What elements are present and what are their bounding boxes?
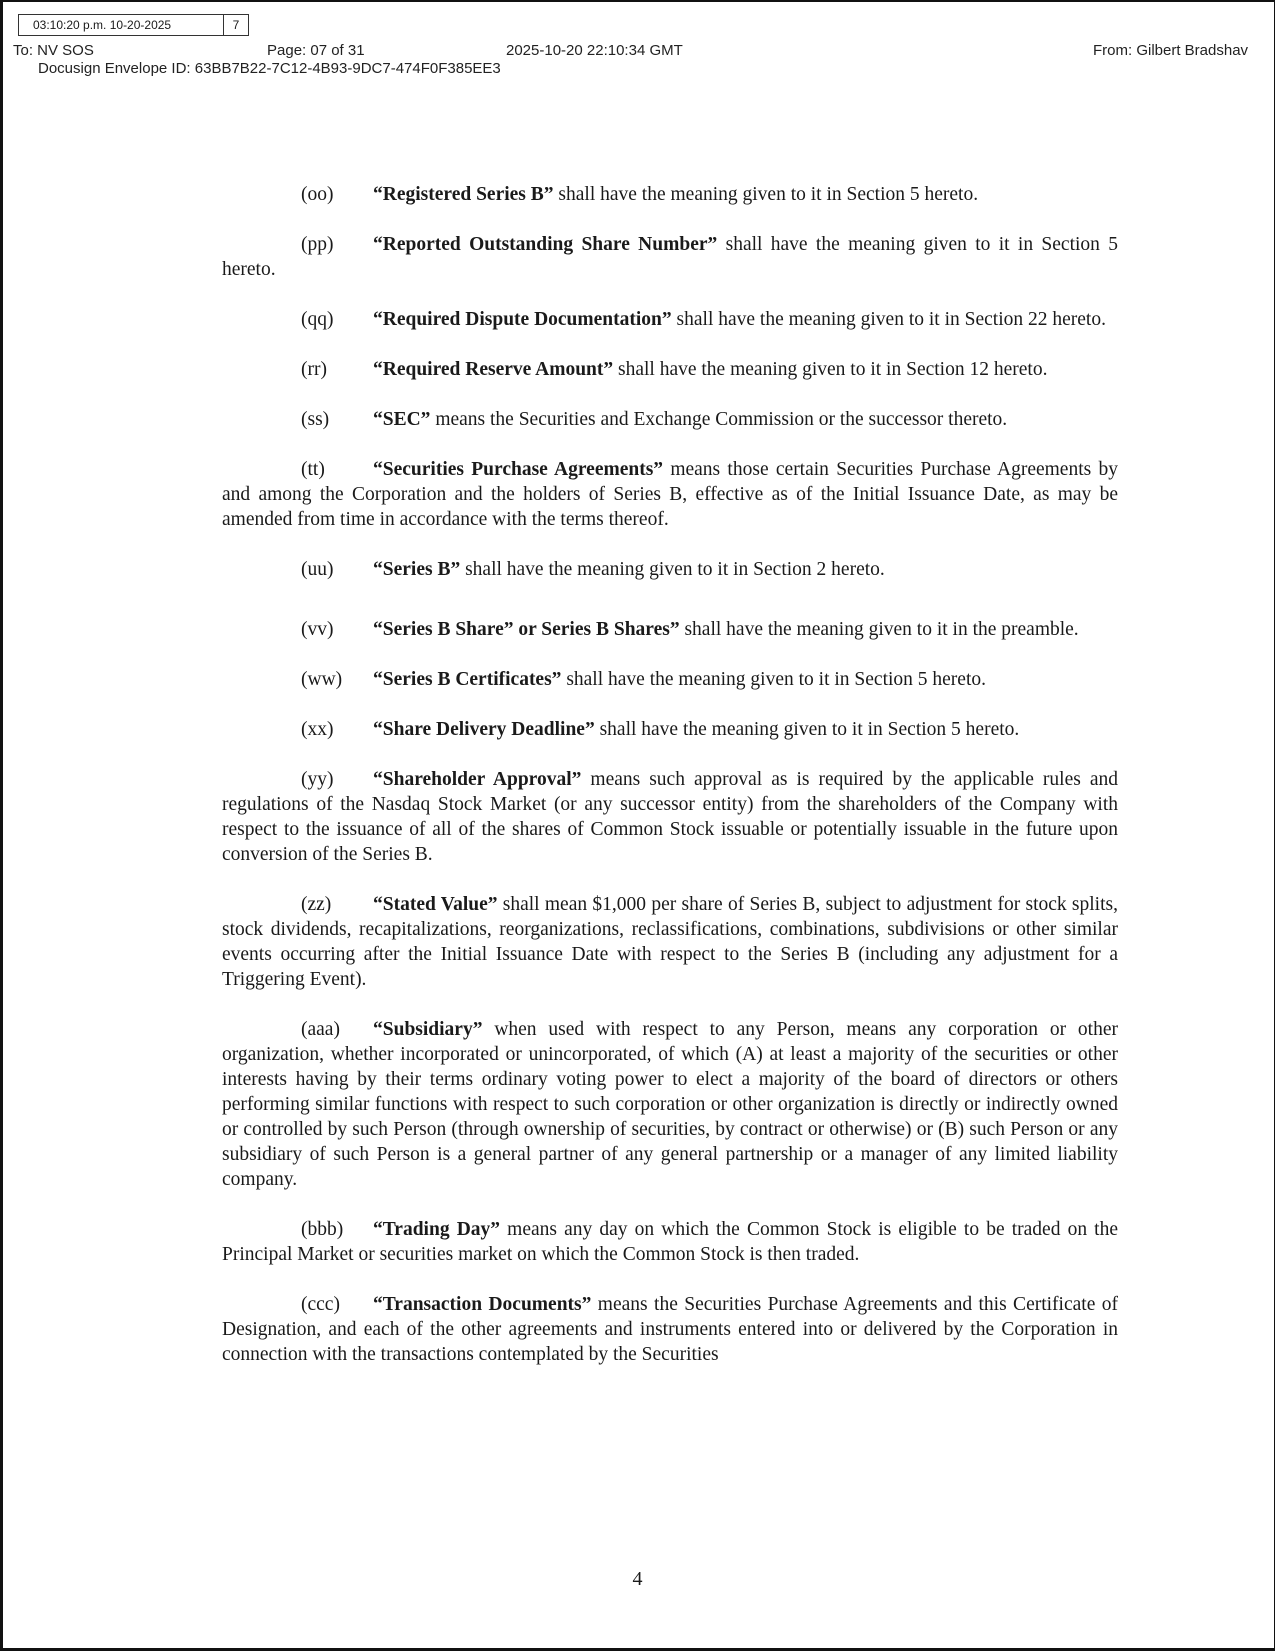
- definition-ss: (ss) “SEC” means the Securities and Exchange Commission or the successor thereto.: [301, 409, 1008, 430]
- fax-timestamp-box: [18, 14, 249, 36]
- definition-pp: (pp) “Reported Outstanding Share Number” shall have the meaning given to it in Section 5 hereto.: [222, 234, 1118, 280]
- definition-oo: (oo) “Registered Series B” shall have the meaning given to it in Section 5 hereto.: [301, 184, 979, 205]
- definition-tt: (tt) “Securities Purchase Agreements” means those certain Securities Purchase Agreements by and among the Corporation and the holders of Series B, effective as of the Initial Issuance Date, as may be amended from time in accordance with the terms thereof.: [222, 459, 1118, 530]
- fax-page-box: 7: [232, 18, 240, 32]
- definition-yy: (yy) “Shareholder Approval” means such approval as is required by the applicable rules and regulations of the Nasdaq Stock Market (or any successor entity) from the shareholders of the Company with respect to the issuance of all of the shares of Common Stock issuable or potentially issuable in the future upon conversion of the Series B.: [222, 769, 1118, 865]
- fax-page: Page: 07 of 31: [267, 42, 365, 59]
- definition-uu: (uu) “Series B” shall have the meaning given to it in Section 2 hereto.: [301, 559, 885, 580]
- definition-zz: (zz) “Stated Value” shall mean $1,000 per share of Series B, subject to adjustment for stock splits, stock dividends, recapitalizations, reorganizations, reclassifications, combinations, subdivisions or other similar events occurring after the Initial Issuance Date with respect to the Series B (including any adjustment for a Triggering Event).: [222, 894, 1118, 990]
- definition-qq: (qq) “Required Dispute Documentation” shall have the meaning given to it in Section 22 hereto.: [301, 309, 1106, 330]
- definition-vv: (vv) “Series B Share” or Series B Shares” shall have the meaning given to it in the preamble.: [301, 619, 1079, 640]
- fax-timestamp: 03:10:20 p.m. 10-20-2025: [19, 15, 224, 35]
- definition-ww: (ww) “Series B Certificates” shall have the meaning given to it in Section 5 hereto.: [301, 669, 987, 690]
- definition-aaa: (aaa) “Subsidiary” when used with respect to any Person, means any corporation or other organization, whether incorporated or unincorporated, of which (A) at least a majority of the securities or other interests having by their terms ordinary voting power to elect a majority of the board of directors or others performing similar functions with respect to such corporation or other organization is directly or indirectly owned or controlled by such Person (through ownership of securities, by contract or otherwise) or (B) such Person or any subsidiary of such Person is a general partner of any general partnership or a manager of any limited liability company.: [222, 1019, 1118, 1190]
- docusign-envelope-id: Docusign Envelope ID: 63BB7B22-7C12-4B93-9DC7-474F0F385EE3: [38, 60, 501, 77]
- fax-to: To: NV SOS: [13, 42, 94, 59]
- fax-from: From: Gilbert Bradshav: [1093, 42, 1249, 59]
- definition-xx: (xx) “Share Delivery Deadline” shall have the meaning given to it in Section 5 hereto.: [301, 719, 1020, 740]
- page-number: 4: [632, 1568, 643, 1590]
- definition-bbb: (bbb) “Trading Day” means any day on which the Common Stock is eligible to be traded on the Principal Market or securities market on which the Common Stock is then traded.: [222, 1219, 1119, 1265]
- fax-sent-time: 2025-10-20 22:10:34 GMT: [506, 42, 683, 59]
- definitions-list: [222, 182, 1118, 1367]
- definition-ccc: (ccc) “Transaction Documents” means the Securities Purchase Agreements and this Certificate of Designation, and each of the other agreements and instruments entered into or delivered by the Corporation in connection with the transactions contemplated by the Securities: [222, 1294, 1118, 1365]
- definition-rr: (rr) “Required Reserve Amount” shall have the meaning given to it in Section 12 hereto.: [301, 359, 1048, 380]
